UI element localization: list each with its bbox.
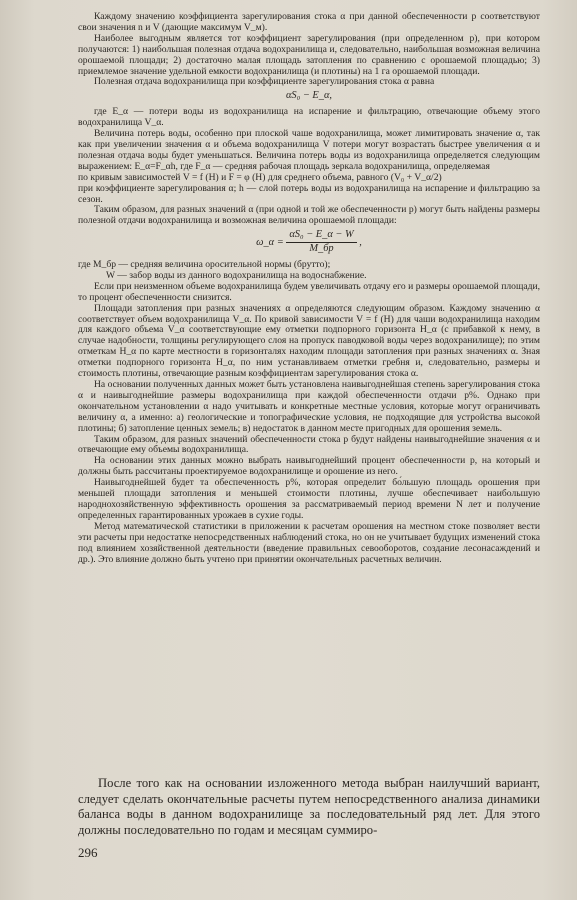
paragraph: Если при неизменном объеме водохранилища будем увеличивать отдачу его и размеры орошаемой площади, то процент обеспеченности снизится.	[78, 280, 540, 303]
formula-lhs: ω_α =	[256, 237, 284, 249]
formula-irrigated-area	[78, 230, 540, 255]
paragraph: Величина потерь воды, особенно при плоской чаше водохранилища, может лимитировать значение α, так как при увеличении значения α и объема водохранилища V потери могут возрастать быстрее увеличения α и полезная отдача воды будет уменьшаться. Величина потерь воды из водохранилища определяется следующим выражением: E_α=F_αh, где F_α — средняя рабочая площадь зеркала водохранилища, определяемая	[78, 128, 540, 172]
paragraph: W — забор воды из данного водохранилища на водоснабжение.	[106, 269, 367, 281]
page-number: 296	[78, 845, 98, 860]
paragraph: Полезная отдача водохранилища при коэффициенте зарегулирования стока α равна	[94, 76, 435, 88]
formula-tail: ,	[359, 237, 362, 249]
paragraph: На основании этих данных можно выбрать наивыгоднейший процент обеспеченности p, на который и должны быть рассчитаны проектируемое водохранилище и орошение из него.	[78, 455, 540, 478]
paragraph: Наивыгоднейшей будет та обеспеченность p%, которая определит бо́льшую площадь орошения при меньшей площади затопления и меньшей стоимости плотины, лучше обеспечивает наибольшую народнохозяйственную эффективность орошения за рассматриваемый период времени N лет и получение определенных гарантированных урожаев в сухие годы.	[78, 477, 540, 521]
paragraph: После того как на основании изложенного метода выбран наилучший вариант, следует сделать окончательные расчеты путем непосредственного анализа динамики баланса воды в данном водохранилище за последовательный ряд лет. Для этого должны последовательно по годам и месяцам суммиро-	[78, 776, 540, 837]
body-text-large	[78, 776, 540, 838]
formula-useful-output: αS₀ − E_α,	[285, 90, 333, 102]
paragraph: Наиболее выгодным является тот коэффициент зарегулирования (при определенном p), при котором получаются: 1) наибольшая полезная отдача водохранилища и, следовательно, наибольшая возможная величина орошаемой площади; 2) достаточно малая площадь затопления по сравнению с орошаемой площадью; 3) приемлемое значение удельной емкости водохранилища (и плотины) на 1 га орошаемой площади.	[78, 32, 540, 77]
paragraph: где M_бр — средняя величина оросительной нормы (брутто);	[78, 259, 331, 271]
formula-numerator: αS₀ − E_α − W	[286, 230, 356, 243]
paragraph: Метод математической статистики в приложении к расчетам орошения на местном стоке позволяет вести эти расчеты при недостатке непосредственных наблюдений стока, но он не учитывает будущих изменений стока под влиянием хозяйственной деятельности (введение правильных севооборотов, создание лесонасаждений и др.). Это влияние должно быть учтено при принятии окончательных расчетных величин.	[78, 520, 540, 565]
formula-denominator: M_бр	[309, 243, 334, 255]
formula-fraction	[286, 230, 356, 255]
paragraph: где E_α — потери воды из водохранилища на испарение и фильтрацию, отвечающие объему этого водохранилища V_α.	[78, 106, 540, 129]
paragraph: На основании полученных данных может быть установлена наивыгоднейшая степень зарегулирования стока α и наивыгоднейшие размеры водохранилища при каждой обеспеченности отдачи p%. Однако при окончательном установлении α надо учитывать и конкретные местные условия, которые могут ограничивать величину α, а именно: а) геологические и топографические условия, не подходящие для устройства высокой плотины; б) затопление ценных земель; в) недостаток в данном месте пригодных для орошения земель.	[78, 379, 540, 434]
body-text-small	[78, 12, 540, 565]
paragraph: Каждому значению коэффициента зарегулирования стока α при данной обеспеченности p соответствуют свои значения n и V (дающие максимум V_м).	[78, 11, 540, 33]
paragraph: Таким образом, для разных значений обеспеченности стока p будут найдены наивыгоднейшие значения α и отвечающие ему объемы водохранилища.	[78, 433, 540, 456]
paragraph: при коэффициенте зарегулирования α; h — слой потерь воды из водохранилища на испарение и фильтрацию за сезон.	[78, 182, 540, 205]
paragraph: по кривым зависимостей V = f (H) и F = φ (H) для среднего объема, равного (V₀ + V_α/2)	[78, 171, 442, 183]
paragraph: Площади затопления при разных значениях α определяются следующим образом. Каждому значению α соответствует объем водохранилища V_α. По кривой зависимости V = f (H) для чаши водохранилища находим для каждого объема V_α соответствующие ему отметки подпорного горизонта H_α (с прибавкой к нему, в случае надобности, толщины регулирующего слоя на пропуск паводковой воды через водохранилище); по этим отметкам H_α по карте местности в горизонталях находим площади затопления при разных значениях α. Зная отметки подпорного горизонта H_α, по ним устанавливаем отметки гребня и, следовательно, размеры и стоимость плотины, отвечающие разным коэффициентам зарегулирования стока α.	[78, 302, 540, 380]
paragraph: Таким образом, для разных значений α (при одной и той же обеспеченности p) могут быть найдены размеры полезной отдачи водохранилища и возможная величина орошаемой площади:	[78, 204, 540, 227]
